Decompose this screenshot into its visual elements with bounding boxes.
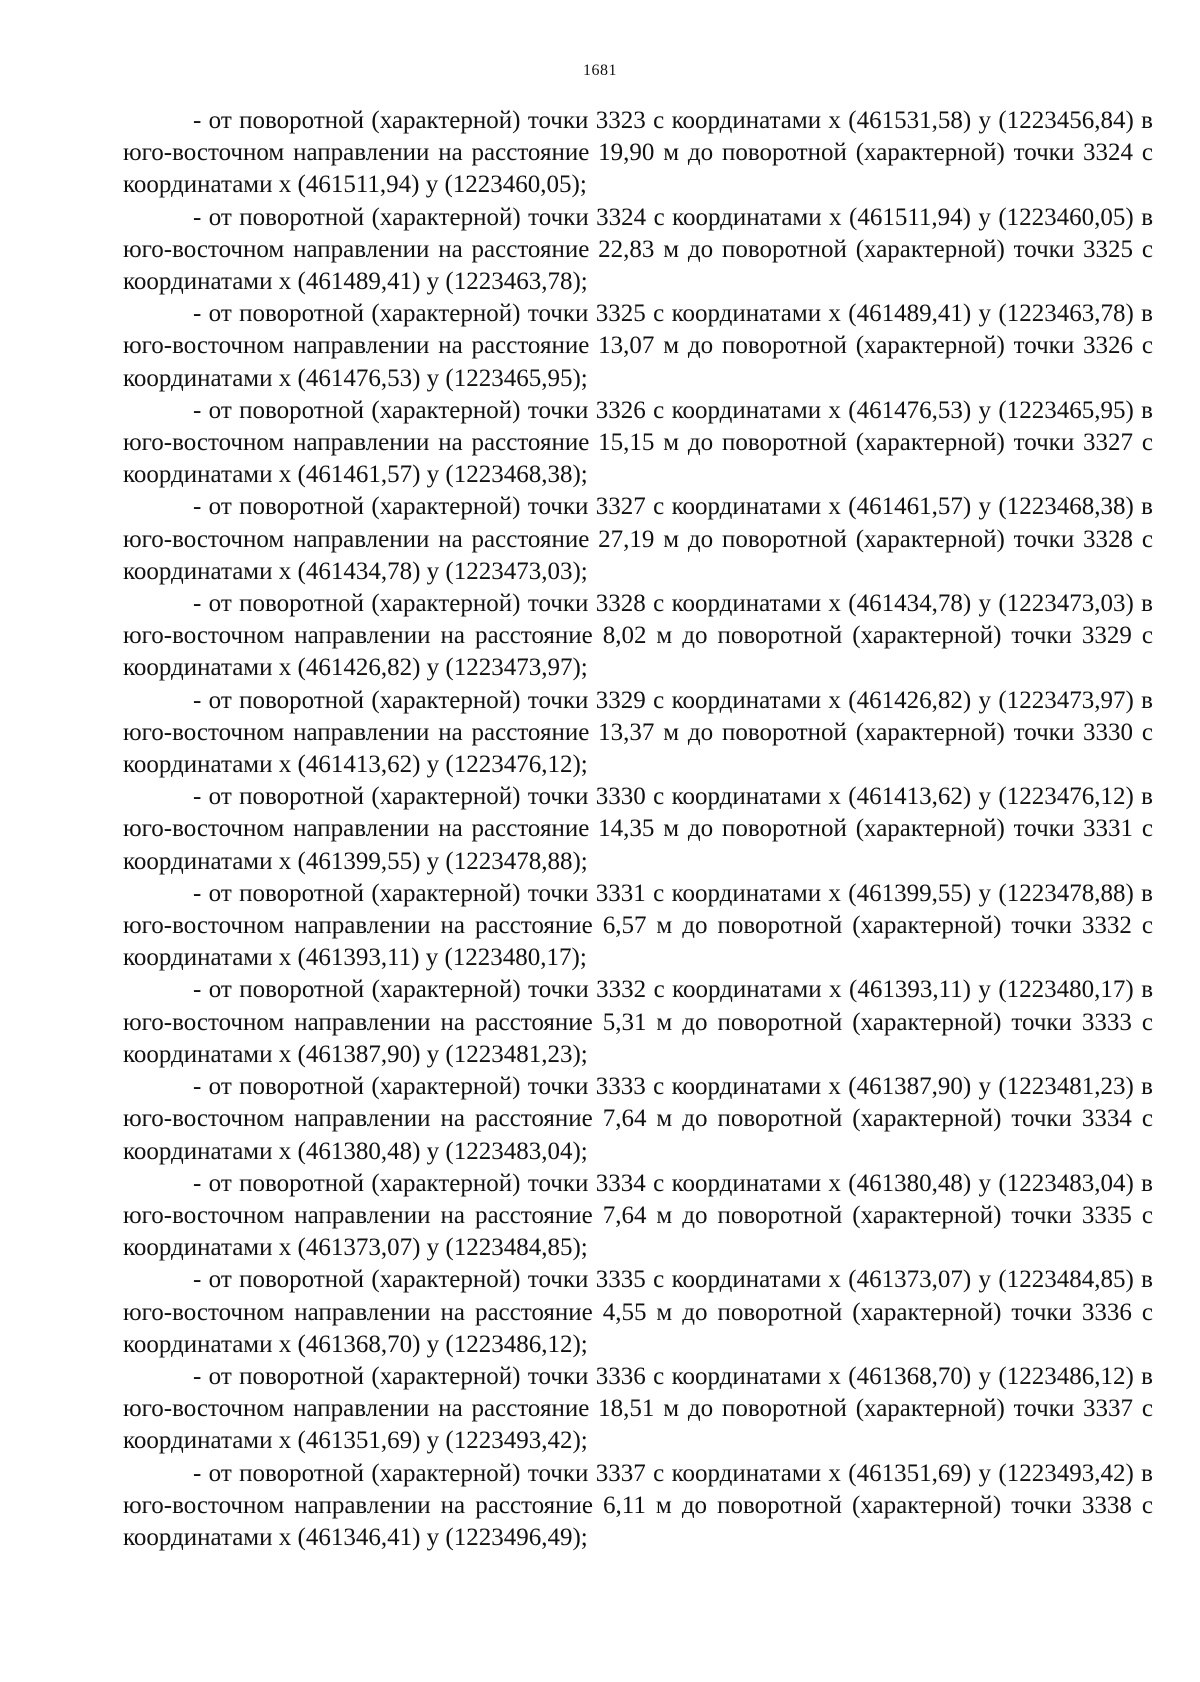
coordinate-entry-3325: - от поворотной (характерной) точки 3325 с координатами х (461489,41) у (1223463,78) в юго-восточном направлении на расстояние 13,07 м до поворотной (характерной) точки 3326 с координатами х (461476,53) у (1223465,95); (123, 300, 1153, 392)
coordinate-entry-3331: - от поворотной (характерной) точки 3331 с координатами х (461399,55) у (1223478,88) в юго-восточном направлении на расстояние 6,57 м до поворотной (характерной) точки 3332 с координатами х (461393,11) у (1223480,17); (123, 879, 1153, 972)
coordinate-entry-3334: - от поворотной (характерной) точки 3334 с координатами х (461380,48) у (1223483,04) в юго-восточном направлении на расстояние 7,64 м до поворотной (характерной) точки 3335 с координатами х (461373,07) у (1223484,85); (123, 1169, 1153, 1262)
page-number: 1681 (583, 62, 617, 79)
coordinate-entry-3323: - от поворотной (характерной) точки 3323 с координатами х (461531,58) у (1223456,84) в юго-восточном направлении на расстояние 19,90 м до поворотной (характерной) точки 3324 с координатами х (461511,94) у (1223460,05); (123, 107, 1153, 199)
coordinate-entry-3337: - от поворотной (характерной) точки 3337 с координатами х (461351,69) у (1223493,42) в юго-восточном направлении на расстояние 6,11 м до поворотной (характерной) точки 3338 с координатами х (461346,41) у (1223496,49); (123, 1459, 1153, 1551)
coordinate-entry-3328: - от поворотной (характерной) точки 3328 с координатами х (461434,78) у (1223473,03) в юго-восточном направлении на расстояние 8,02 м до поворотной (характерной) точки 3329 с координатами х (461426,82) у (1223473,97); (123, 590, 1153, 682)
coordinate-entry-3335: - от поворотной (характерной) точки 3335 с координатами х (461373,07) у (1223484,85) в юго-восточном направлении на расстояние 4,55 м до поворотной (характерной) точки 3336 с координатами х (461368,70) у (1223486,12); (123, 1266, 1153, 1358)
coordinate-entry-3332: - от поворотной (характерной) точки 3332 с координатами х (461393,11) у (1223480,17) в юго-восточном направлении на расстояние 5,31 м до поворотной (характерной) точки 3333 с координатами х (461387,90) у (1223481,23); (123, 976, 1153, 1068)
coordinate-entry-3327: - от поворотной (характерной) точки 3327 с координатами х (461461,57) у (1223468,38) в юго-восточном направлении на расстояние 27,19 м до поворотной (характерной) точки 3328 с координатами х (461434,78) у (1223473,03); (123, 493, 1153, 585)
coordinate-entry-3330: - от поворотной (характерной) точки 3330 с координатами х (461413,62) у (1223476,12) в юго-восточном направлении на расстояние 14,35 м до поворотной (характерной) точки 3331 с координатами х (461399,55) у (1223478,88); (123, 783, 1153, 875)
coordinate-entry-3324: - от поворотной (характерной) точки 3324 с координатами х (461511,94) у (1223460,05) в юго-восточном направлении на расстояние 22,83 м до поворотной (характерной) точки 3325 с координатами х (461489,41) у (1223463,78); (123, 203, 1153, 296)
coordinate-entry-3326: - от поворотной (характерной) точки 3326 с координатами х (461476,53) у (1223465,95) в юго-восточном направлении на расстояние 15,15 м до поворотной (характерной) точки 3327 с координатами х (461461,57) у (1223468,38); (123, 396, 1153, 489)
document-body (123, 105, 1153, 1554)
coordinate-entry-3333: - от поворотной (характерной) точки 3333 с координатами х (461387,90) у (1223481,23) в юго-восточном направлении на расстояние 7,64 м до поворотной (характерной) точки 3334 с координатами х (461380,48) у (1223483,04); (123, 1073, 1153, 1165)
coordinate-entry-3336: - от поворотной (характерной) точки 3336 с координатами х (461368,70) у (1223486,12) в юго-восточном направлении на расстояние 18,51 м до поворотной (характерной) точки 3337 с координатами х (461351,69) у (1223493,42); (123, 1362, 1153, 1455)
coordinate-entry-3329: - от поворотной (характерной) точки 3329 с координатами х (461426,82) у (1223473,97) в юго-восточном направлении на расстояние 13,37 м до поворотной (характерной) точки 3330 с координатами х (461413,62) у (1223476,12); (123, 686, 1153, 779)
